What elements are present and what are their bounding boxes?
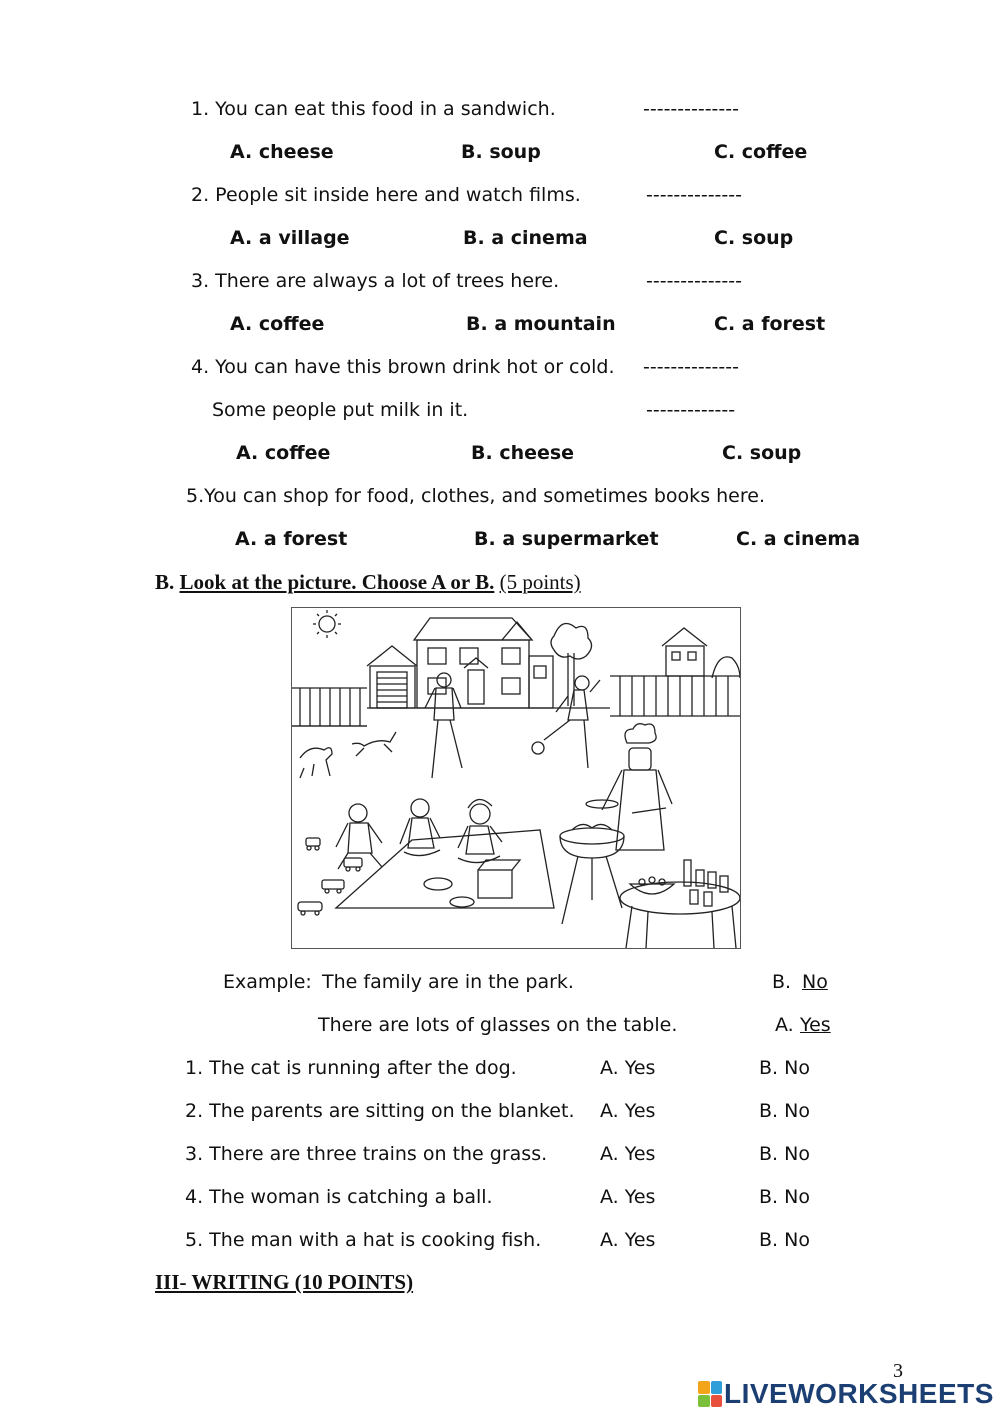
example-label: Example: xyxy=(223,971,312,993)
fence-left xyxy=(292,688,367,726)
liveworksheets-logo-icon xyxy=(698,1381,722,1407)
child-girl xyxy=(458,799,502,862)
section-b-label: B. xyxy=(155,570,175,594)
b-question-3-option-b[interactable]: B. No xyxy=(759,1143,810,1165)
ball-icon xyxy=(532,742,544,754)
option-2c: C. soup xyxy=(714,227,794,249)
logo-square-2 xyxy=(711,1381,723,1394)
tree xyxy=(551,624,592,707)
logo-square-4 xyxy=(711,1395,723,1408)
sun-icon xyxy=(313,610,341,638)
page-number: 3 xyxy=(893,1360,903,1382)
question-5-text: 5.You can shop for food, clothes, and sometimes books here. xyxy=(186,485,765,507)
option-2b: B. a cinema xyxy=(463,227,588,249)
option-1a: A. cheese xyxy=(230,141,334,163)
question-4-text-line2: Some people put milk in it. xyxy=(212,399,469,421)
b-question-5-option-a[interactable]: A. Yes xyxy=(600,1229,656,1251)
child-boy-middle xyxy=(400,799,440,856)
answer-blank-4: -------------- xyxy=(643,356,739,378)
house xyxy=(414,618,553,708)
question-1-text: 1. You can eat this food in a sandwich. xyxy=(191,98,556,120)
distant-house xyxy=(662,628,740,678)
b-question-2-option-a[interactable]: A. Yes xyxy=(600,1100,656,1122)
boy-playing xyxy=(425,673,462,778)
answer-blank-3: -------------- xyxy=(646,270,742,292)
toy-trains xyxy=(298,838,362,915)
b-question-5-text: 5. The man with a hat is cooking fish. xyxy=(185,1229,542,1251)
example-2-answer: Yes xyxy=(800,1014,831,1036)
picnic-blanket xyxy=(336,830,554,908)
answer-blank-1: -------------- xyxy=(643,98,739,120)
logo-square-1 xyxy=(698,1381,710,1394)
example-1-answer: No xyxy=(802,971,828,993)
b-question-1-option-a[interactable]: A. Yes xyxy=(600,1057,656,1079)
backyard-picnic-illustration xyxy=(291,607,741,949)
b-question-1-text: 1. The cat is running after the dog. xyxy=(185,1057,517,1079)
option-3a: A. coffee xyxy=(230,313,325,335)
option-5c: C. a cinema xyxy=(736,528,861,550)
dog xyxy=(300,748,332,778)
question-2-text: 2. People sit inside here and watch films. xyxy=(191,184,581,206)
option-4a: A. coffee xyxy=(236,442,331,464)
b-question-3-text: 3. There are three trains on the grass. xyxy=(185,1143,548,1165)
option-4b: B. cheese xyxy=(471,442,575,464)
option-4c: C. soup xyxy=(722,442,802,464)
table-with-glasses xyxy=(620,860,740,948)
example-1-letter: B. xyxy=(772,971,792,993)
cat xyxy=(352,732,396,756)
answer-blank-2: -------------- xyxy=(646,184,742,206)
barbecue-grill xyxy=(560,824,624,924)
section-iii-heading: III- WRITING (10 POINTS) xyxy=(155,1270,414,1294)
question-3-text: 3. There are always a lot of trees here. xyxy=(191,270,560,292)
example-2-letter: A. xyxy=(775,1014,794,1036)
logo-square-3 xyxy=(698,1395,710,1408)
b-question-4-option-a[interactable]: A. Yes xyxy=(600,1186,656,1208)
example-1-text: The family are in the park. xyxy=(322,971,574,993)
b-question-2-text: 2. The parents are sitting on the blanket. xyxy=(185,1100,575,1122)
b-question-5-option-b[interactable]: B. No xyxy=(759,1229,810,1251)
b-question-1-option-b[interactable]: B. No xyxy=(759,1057,810,1079)
b-question-3-option-a[interactable]: A. Yes xyxy=(600,1143,656,1165)
section-b-title: Look at the picture. Choose A or B. xyxy=(179,570,495,594)
option-5a: A. a forest xyxy=(235,528,348,550)
logo-text: LIVEWORKSHEETS xyxy=(724,1378,994,1409)
option-3c: C. a forest xyxy=(714,313,826,335)
garage xyxy=(367,646,417,708)
liveworksheets-logo[interactable] xyxy=(698,1378,994,1410)
answer-blank-4b: ------------- xyxy=(646,399,736,421)
chef-man xyxy=(586,724,672,850)
b-question-4-text: 4. The woman is catching a ball. xyxy=(185,1186,493,1208)
option-5b: B. a supermarket xyxy=(474,528,659,550)
option-2a: A. a village xyxy=(230,227,350,249)
option-1b: B. soup xyxy=(461,141,541,163)
option-3b: B. a mountain xyxy=(466,313,616,335)
option-1c: C. coffee xyxy=(714,141,808,163)
b-question-2-option-b[interactable]: B. No xyxy=(759,1100,810,1122)
example-2-text: There are lots of glasses on the table. xyxy=(318,1014,678,1036)
child-boy-left xyxy=(336,804,382,869)
section-b-points: (5 points) xyxy=(499,570,581,594)
question-4-text: 4. You can have this brown drink hot or cold. xyxy=(191,356,615,378)
section-b-heading xyxy=(155,572,581,593)
fence-right xyxy=(610,676,740,716)
b-question-4-option-b[interactable]: B. No xyxy=(759,1186,810,1208)
